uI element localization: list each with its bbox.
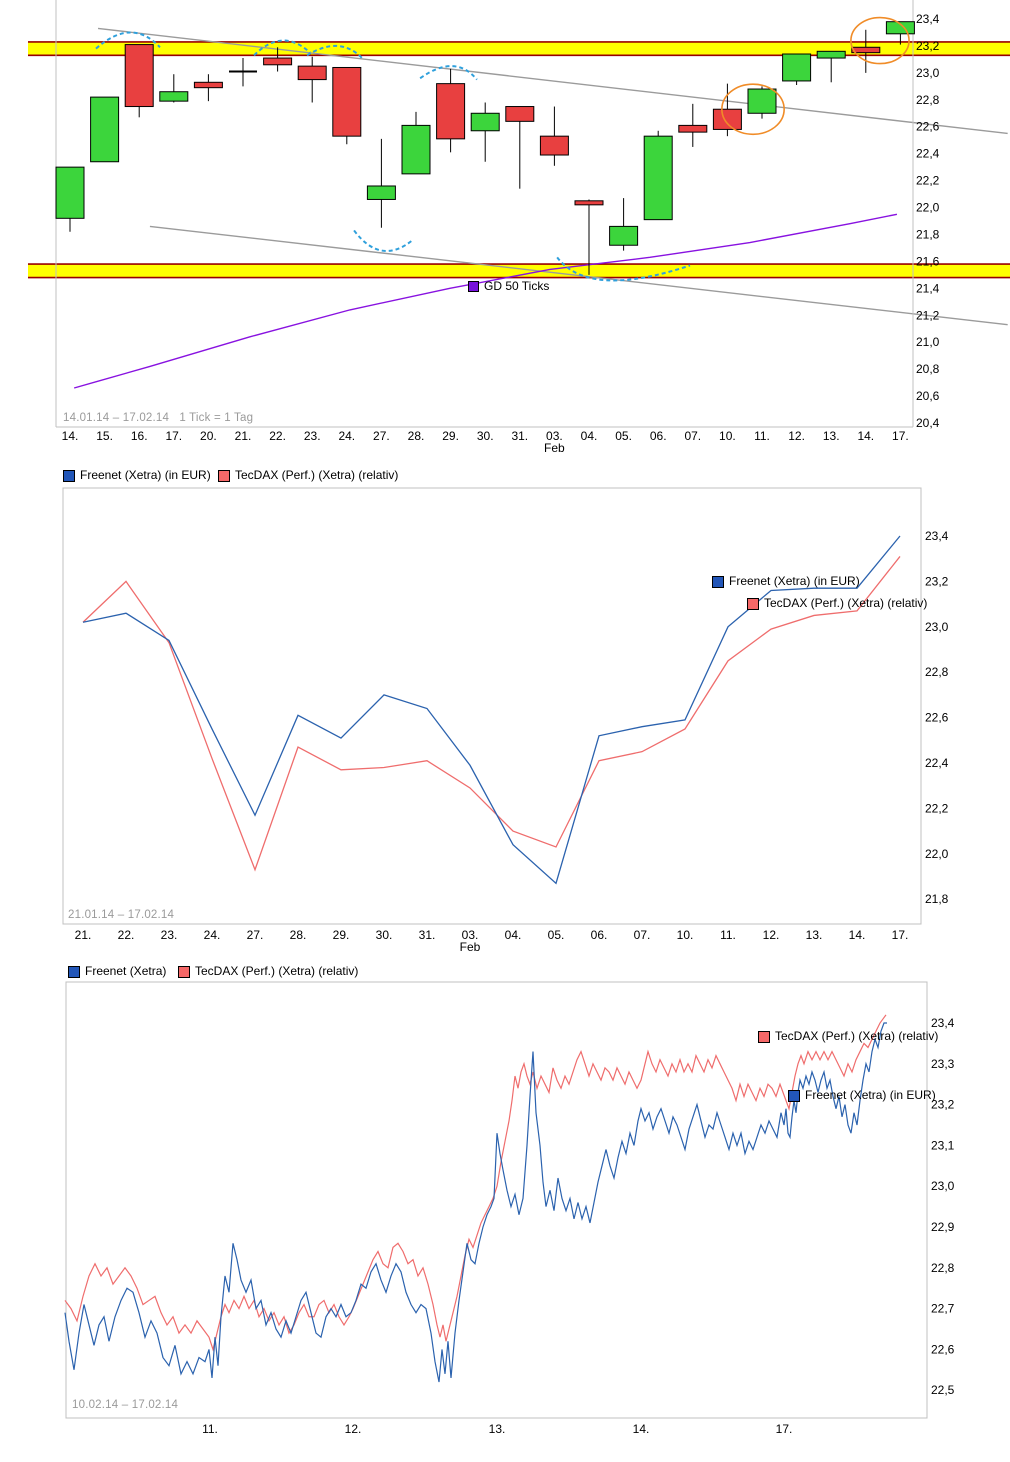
svg-text:16.: 16. [130, 429, 148, 443]
svg-text:15.: 15. [96, 429, 113, 443]
svg-text:04.: 04. [504, 928, 522, 942]
svg-text:13.: 13. [822, 429, 840, 443]
svg-text:07.: 07. [633, 928, 651, 942]
svg-text:03.: 03. [461, 928, 479, 942]
svg-text:21,6: 21,6 [916, 254, 940, 269]
svg-text:23,3: 23,3 [931, 1056, 955, 1071]
svg-text:23,0: 23,0 [916, 65, 940, 80]
svg-text:05.: 05. [547, 928, 565, 942]
inline-label-tecdax-middle: TecDAX (Perf.) (Xetra) (relativ) [747, 597, 927, 610]
svg-text:31.: 31. [511, 429, 529, 443]
candle-chart-date-range: 14.01.14 – 17.02.14 1 Tick = 1 Tag [63, 412, 254, 424]
svg-text:12.: 12. [344, 1422, 362, 1436]
svg-text:11.: 11. [202, 1422, 218, 1436]
intraday-line-chart [65, 982, 955, 1436]
svg-text:06.: 06. [590, 928, 608, 942]
svg-text:10.: 10. [719, 429, 736, 443]
freenet-legend-label: Freenet (Xetra) (in EUR) [80, 468, 211, 482]
svg-text:22,0: 22,0 [925, 846, 949, 861]
svg-text:22,7: 22,7 [931, 1301, 955, 1316]
svg-text:23,0: 23,0 [925, 619, 949, 634]
bottom-chart-date-range: 10.02.14 – 17.02.14 [72, 1399, 179, 1411]
svg-text:05.: 05. [615, 429, 632, 443]
svg-text:03.: 03. [546, 429, 563, 443]
svg-text:Feb: Feb [544, 441, 565, 455]
svg-text:11.: 11. [754, 429, 770, 443]
svg-text:24.: 24. [338, 429, 356, 443]
tecdax-legend-label: TecDAX (Perf.) (Xetra) (relativ) [235, 468, 399, 482]
svg-text:21.: 21. [74, 928, 92, 942]
svg-text:22,9: 22,9 [931, 1220, 955, 1234]
svg-text:22,4: 22,4 [916, 146, 940, 161]
legend-item-tecdax-bottom: TecDAX (Perf.) (Xetra) (relativ) [178, 965, 358, 978]
svg-text:21.: 21. [234, 429, 252, 443]
svg-text:21,2: 21,2 [916, 308, 940, 323]
svg-text:23,2: 23,2 [931, 1097, 955, 1112]
svg-text:23,0: 23,0 [931, 1179, 955, 1194]
svg-text:12.: 12. [788, 429, 805, 443]
svg-text:20,4: 20,4 [916, 416, 940, 431]
svg-text:28.: 28. [289, 928, 307, 942]
svg-text:20.: 20. [200, 429, 217, 443]
svg-text:11.: 11. [720, 928, 736, 942]
svg-text:17.: 17. [775, 1422, 793, 1436]
svg-text:22,8: 22,8 [916, 92, 940, 107]
inline-label-tecdax-bottom: TecDAX (Perf.) (Xetra) (relativ) [758, 1030, 938, 1043]
inline-label-freenet-middle: Freenet (Xetra) (in EUR) [712, 575, 860, 588]
svg-text:17.: 17. [892, 429, 909, 443]
svg-text:12.: 12. [762, 928, 780, 942]
svg-text:23.: 23. [303, 429, 321, 443]
svg-text:30.: 30. [375, 928, 393, 942]
svg-text:27.: 27. [373, 429, 390, 443]
svg-text:22,6: 22,6 [931, 1342, 955, 1357]
svg-text:21,8: 21,8 [916, 227, 940, 242]
svg-text:13.: 13. [488, 1422, 506, 1436]
middle-chart-date-range: 21.01.14 – 17.02.14 [68, 909, 175, 921]
svg-text:23.: 23. [160, 928, 178, 942]
svg-text:22,6: 22,6 [916, 119, 940, 134]
svg-text:28.: 28. [407, 429, 425, 443]
svg-text:22,8: 22,8 [925, 665, 949, 680]
svg-text:29.: 29. [332, 928, 350, 942]
svg-text:21,4: 21,4 [916, 281, 940, 296]
svg-text:22,2: 22,2 [925, 801, 949, 816]
svg-text:22,8: 22,8 [931, 1260, 955, 1275]
svg-text:29.: 29. [442, 429, 459, 443]
svg-text:23,4: 23,4 [916, 12, 940, 26]
svg-text:07.: 07. [684, 429, 702, 443]
svg-text:17.: 17. [165, 429, 183, 443]
svg-text:04.: 04. [580, 429, 598, 443]
svg-text:23,4: 23,4 [931, 1016, 955, 1030]
svg-text:30.: 30. [476, 429, 494, 443]
svg-text:14.: 14. [61, 429, 79, 443]
svg-text:22.: 22. [269, 429, 286, 443]
svg-text:13.: 13. [805, 928, 823, 942]
svg-text:23,4: 23,4 [925, 529, 949, 543]
inline-label-freenet-bottom: Freenet (Xetra) (in EUR) [788, 1089, 936, 1102]
svg-text:20,8: 20,8 [916, 362, 940, 377]
svg-text:27.: 27. [246, 928, 264, 942]
candlestick-chart [28, 0, 1010, 455]
svg-text:23,1: 23,1 [931, 1138, 955, 1153]
svg-text:22,2: 22,2 [916, 173, 940, 188]
svg-text:14.: 14. [857, 429, 875, 443]
svg-text:24.: 24. [203, 928, 221, 942]
svg-text:23,2: 23,2 [925, 574, 949, 589]
svg-text:14.: 14. [848, 928, 866, 942]
svg-text:22,4: 22,4 [925, 756, 949, 770]
gd50-label: GD 50 Ticks [484, 279, 550, 293]
svg-text:17.: 17. [891, 928, 909, 942]
svg-text:Feb: Feb [459, 940, 481, 954]
svg-text:20,6: 20,6 [916, 389, 940, 404]
svg-text:22.: 22. [117, 928, 135, 942]
svg-text:21,8: 21,8 [925, 892, 949, 907]
svg-text:06.: 06. [649, 429, 667, 443]
svg-text:22,0: 22,0 [916, 200, 940, 215]
svg-text:14.: 14. [632, 1422, 650, 1436]
svg-text:31.: 31. [418, 928, 436, 942]
svg-text:21,0: 21,0 [916, 335, 940, 350]
svg-text:22,5: 22,5 [931, 1383, 955, 1398]
svg-text:22,6: 22,6 [925, 710, 949, 725]
comparison-line-chart [63, 488, 949, 954]
svg-text:10.: 10. [676, 928, 694, 942]
svg-text:23,2: 23,2 [916, 38, 940, 53]
legend-item-freenet-bottom: Freenet (Xetra) [68, 965, 166, 978]
